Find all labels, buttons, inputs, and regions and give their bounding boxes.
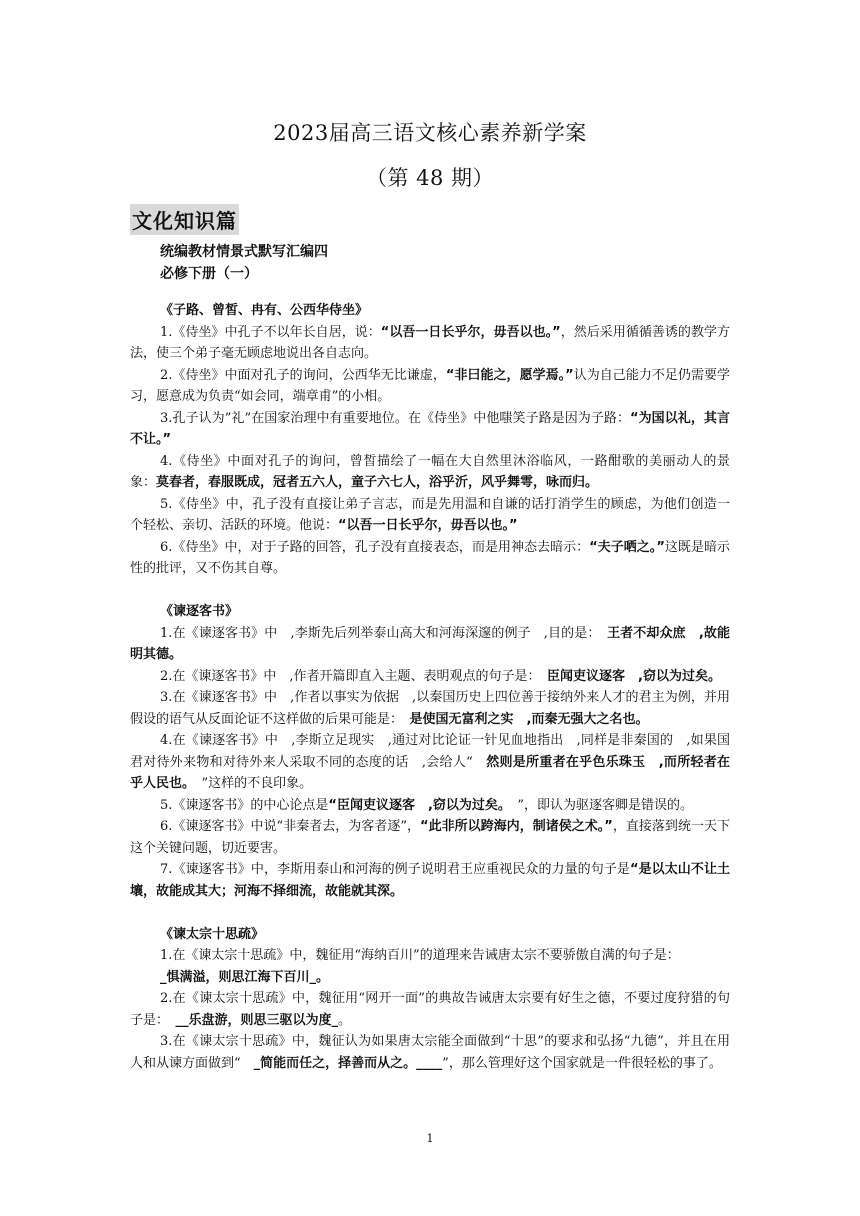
question-item: 6.《谏逐客书》中说“非秦者去，为客者逐”，“此非所以跨海内，制诸侯之术。”，直接落到统一天下这个关键问题，切近要害。 bbox=[130, 819, 730, 856]
question-item: 1.在《谏逐客书》中 ,李斯先后列举泰山高大和河海深邃的例子 ,目的是： 王者不却众庶 ,故能明其德。 bbox=[130, 625, 730, 662]
subtitle-compilation: 统编教材情景式默写汇编四 bbox=[160, 244, 328, 260]
question-item: 3.在《谏逐客书》中 ,作者以事实为依据 ,以秦国历史上四位善于接纳外来人才的君主为例，并用假设的语气从反面论证不这样做的后果可能是： 是使国无富利之实 ,而秦无强大之名也。 bbox=[130, 690, 730, 727]
question-item: 5.《侍坐》中，孔子没有直接让弟子言志，而是先用温和自谦的话打消学生的顾虑，为他们创造一个轻松、亲切、活跃的环境。他说：“以吾一日长乎尔，毋吾以也。” bbox=[130, 496, 730, 533]
document-title: 2023届高三语文核心素养新学案 bbox=[273, 121, 587, 145]
question-item: 2.在《谏逐客书》中 ,作者开篇即直入主题、表明观点的句子是： 臣闻吏议逐客 ,窃以为过矣。 bbox=[160, 668, 721, 684]
question-item: 4.《侍坐》中面对孔子的询问，曾皙描绘了一幅在大自然里沐浴临风，一路酣歌的美丽动人的景象：莫春者，春服既成，冠者五六人，童子六七人，浴乎沂，风乎舞雩，咏而归。 bbox=[130, 453, 730, 490]
question-item: 4.在《谏逐客书》中 ,李斯立足现实 ,通过对比论证一针见血地指出 ,同样是非秦国的 ,如果国君对待外来物和对待外来人采取不同的态度的话 ,会给人“ 然则是所重者在乎色乐珠玉 ,而所轻者在乎人民也。 ”这样的不良印象。 bbox=[130, 733, 730, 791]
question-item: 6.《侍坐》中，对于子路的回答，孔子没有直接表态，而是用神态去暗示：“夫子哂之。”这既是暗示性的批评，又不伤其自尊。 bbox=[130, 539, 731, 576]
question-item: 5.《谏逐客书》的中心论点是“臣闻吏议逐客 ,窃以为过矣。 ”，即认为驱逐客卿是错误的。 bbox=[160, 797, 694, 813]
question-item: 1.在《谏太宗十思疏》中，魏征用“海纳百川”的道理来告诫唐太宗不要骄傲自满的句子是： bbox=[160, 948, 680, 963]
question-item: 1.《侍坐》中孔子不以年长自居，说：“以吾一日长乎尔，毋吾以也。”，然后采用循循善诱的教学方法，使三个弟子毫无顾虑地说出各自志向。 bbox=[130, 324, 730, 361]
group-heading-shizuo: 《子路、曾皙、冉有、公西华侍坐》 bbox=[160, 303, 369, 318]
subtitle-volume: 必修下册（一） bbox=[160, 266, 258, 282]
question-item: 7.《谏逐客书》中，李斯用泰山和河海的例子说明君王应重视民众的力量的句子是“是以太山不让土壤，故能成其大；河海不择细流，故能就其深。 bbox=[130, 862, 731, 899]
section-title: 文化知识篇 bbox=[130, 204, 239, 235]
question-item: 3.在《谏太宗十思疏》中，魏征认为如果唐太宗能全面做到“十思”的要求和弘扬“九德”，并且在用人和从谏方面做到“ _简能而任之，择善而从之。____”，那么管理好这个国家就是一件很轻松的事了。 bbox=[130, 1034, 730, 1071]
question-item: 3.孔子认为”礼”在国家治理中有重要地位。在《侍坐》中他嗤笑子路是因为子路：“为国以礼，其言不让。” bbox=[130, 410, 730, 447]
issue-number: （第 48 期） bbox=[365, 166, 495, 190]
document-body bbox=[130, 300, 730, 1074]
group-heading-shisishu: 《谏太宗十思疏》 bbox=[160, 926, 265, 942]
question-item: 2.《侍坐》中面对孔子的询问，公西华无比谦虚，“非曰能之，愿学焉。”认为自己能力不足仍需要学习，愿意成为负责“如会同，端章甫”的小相。 bbox=[130, 367, 730, 404]
page-number: 1 bbox=[426, 1132, 434, 1145]
question-item: 2.在《谏太宗十思疏》中，魏征用“网开一面”的典故告诫唐太宗要有好生之德，不要过度狩猎的句子是： __乐盘游，则思三驱以为度_。 bbox=[130, 991, 730, 1028]
group-heading-jianzhuke: 《谏逐客书》 bbox=[160, 604, 239, 619]
answer-line: _惧满溢，则思江海下百川_。 bbox=[160, 969, 330, 985]
